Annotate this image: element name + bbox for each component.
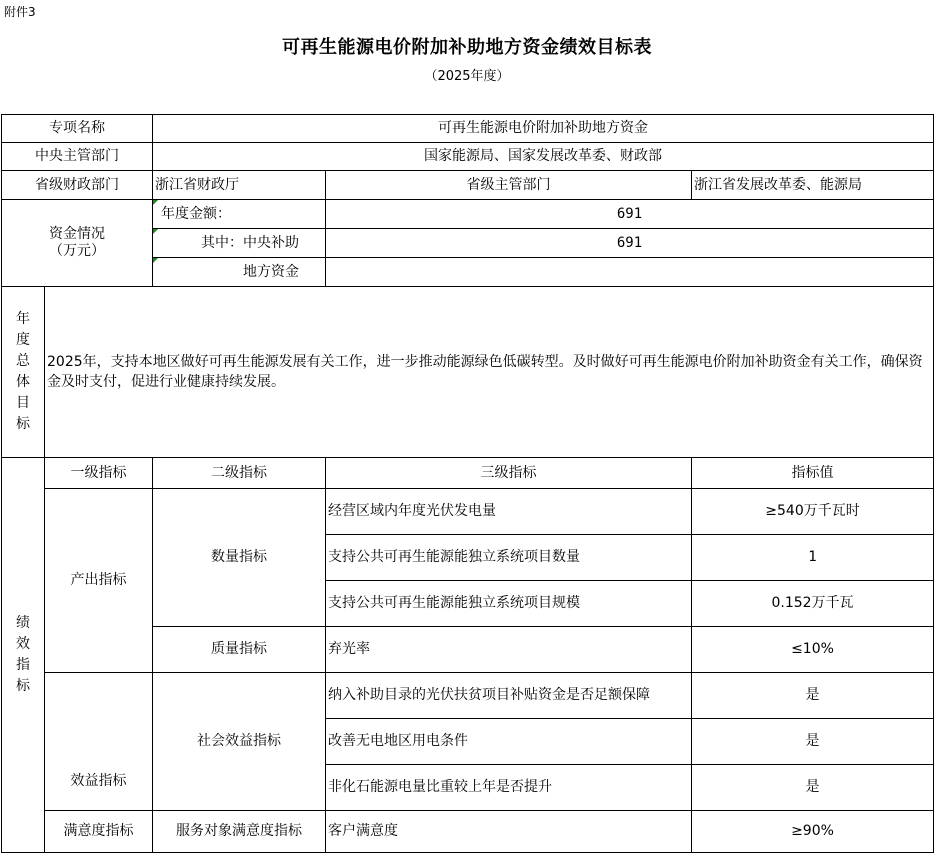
pv-generation-name: 经营区域内年度光伏发电量 [326, 489, 692, 535]
central-dept-value: 国家能源局、国家发展改革委、财政部 [153, 143, 934, 171]
project-count-name: 支持公共可再生能源能独立系统项目数量 [326, 535, 692, 581]
prov-dept-value: 浙江省发展改革委、能源局 [692, 171, 934, 200]
header-value: 指标值 [692, 458, 934, 489]
social-benefit-label: 社会效益指标 [153, 673, 326, 811]
central-subsidy-value: 691 [326, 229, 934, 258]
output-indicator-label: 产出指标 [45, 489, 153, 673]
annual-goal-row [2, 287, 934, 458]
project-name-row [2, 115, 934, 143]
indicator-header-row [2, 458, 934, 489]
funds-label-line2: （万元） [49, 243, 105, 259]
subsidy-guarantee-value: 是 [692, 673, 934, 719]
page-title: 可再生能源电价附加补助地方资金绩效目标表 [282, 37, 652, 58]
funds-label-line1: 资金情况 [49, 226, 105, 242]
goal-label-char: 体 [16, 374, 30, 390]
prov-dept-label: 省级主管部门 [326, 171, 692, 200]
header-level1: 一级指标 [45, 458, 153, 489]
perf-label-char: 指 [16, 657, 30, 673]
project-scale-value: 0.152万千瓦 [692, 581, 934, 627]
central-dept-label: 中央主管部门 [2, 143, 153, 171]
prov-finance-label: 省级财政部门 [2, 171, 153, 200]
project-name-value: 可再生能源电价附加补助地方资金 [153, 115, 934, 143]
annual-goal-text: 2025年，支持本地区做好可再生能源发展有关工作，进一步推动能源绿色低碳转型。及时做好可再生能源电价附加补助资金有关工作，确保资金及时支付，促进行业健康持续发展。 [45, 287, 934, 458]
goal-label-char: 年 [16, 311, 30, 327]
quantity-indicator-label: 数量指标 [153, 489, 326, 627]
project-count-value: 1 [692, 535, 934, 581]
prov-finance-value: 浙江省财政厅 [153, 171, 326, 200]
goal-label-char: 度 [16, 332, 30, 348]
perf-label-char: 绩 [16, 615, 30, 631]
indicator-row [2, 673, 934, 719]
indicator-row [2, 811, 934, 853]
perf-label-char: 标 [16, 678, 30, 694]
project-name-label: 专项名称 [2, 115, 153, 143]
subsidy-guarantee-name: 纳入补助目录的光伏扶贫项目补贴资金是否足额保障 [326, 673, 692, 719]
central-dept-row [2, 143, 934, 171]
central-subsidy-label: 其中：中央补助 [153, 229, 326, 258]
non-fossil-share-name: 非化石能源电量比重较上年是否提升 [326, 765, 692, 811]
goal-label-char: 目 [16, 395, 30, 411]
annual-goal-label [2, 287, 45, 458]
performance-indicator-label [2, 458, 45, 853]
performance-target-table [1, 114, 934, 853]
curtailment-value: ≤10% [692, 627, 934, 673]
header-level3: 三级指标 [326, 458, 692, 489]
goal-label-char: 总 [16, 353, 30, 369]
service-satisfaction-label: 服务对象满意度指标 [153, 811, 326, 853]
provincial-dept-row [2, 171, 934, 200]
perf-label-char: 效 [16, 636, 30, 652]
no-power-area-value: 是 [692, 719, 934, 765]
page-subtitle: （2025年度） [424, 69, 510, 84]
benefit-indicator-label: 效益指标 [45, 673, 153, 811]
funds-annual-row [2, 200, 934, 229]
annual-amount-value: 691 [326, 200, 934, 229]
local-funds-value [326, 258, 934, 287]
local-funds-label: 地方资金 [153, 258, 326, 287]
customer-satisfaction-value: ≥90% [692, 811, 934, 853]
curtailment-name: 弃光率 [326, 627, 692, 673]
project-scale-name: 支持公共可再生能源能独立系统项目规模 [326, 581, 692, 627]
no-power-area-name: 改善无电地区用电条件 [326, 719, 692, 765]
satisfaction-indicator-label: 满意度指标 [45, 811, 153, 853]
pv-generation-value: ≥540万千瓦时 [692, 489, 934, 535]
goal-label-char: 标 [16, 416, 30, 432]
header-level2: 二级指标 [153, 458, 326, 489]
indicator-row [2, 489, 934, 535]
funds-label [2, 200, 153, 287]
customer-satisfaction-name: 客户满意度 [326, 811, 692, 853]
non-fossil-share-value: 是 [692, 765, 934, 811]
attachment-label: 附件3 [4, 5, 36, 19]
quality-indicator-label: 质量指标 [153, 627, 326, 673]
annual-amount-label: 年度金额： [153, 200, 326, 229]
